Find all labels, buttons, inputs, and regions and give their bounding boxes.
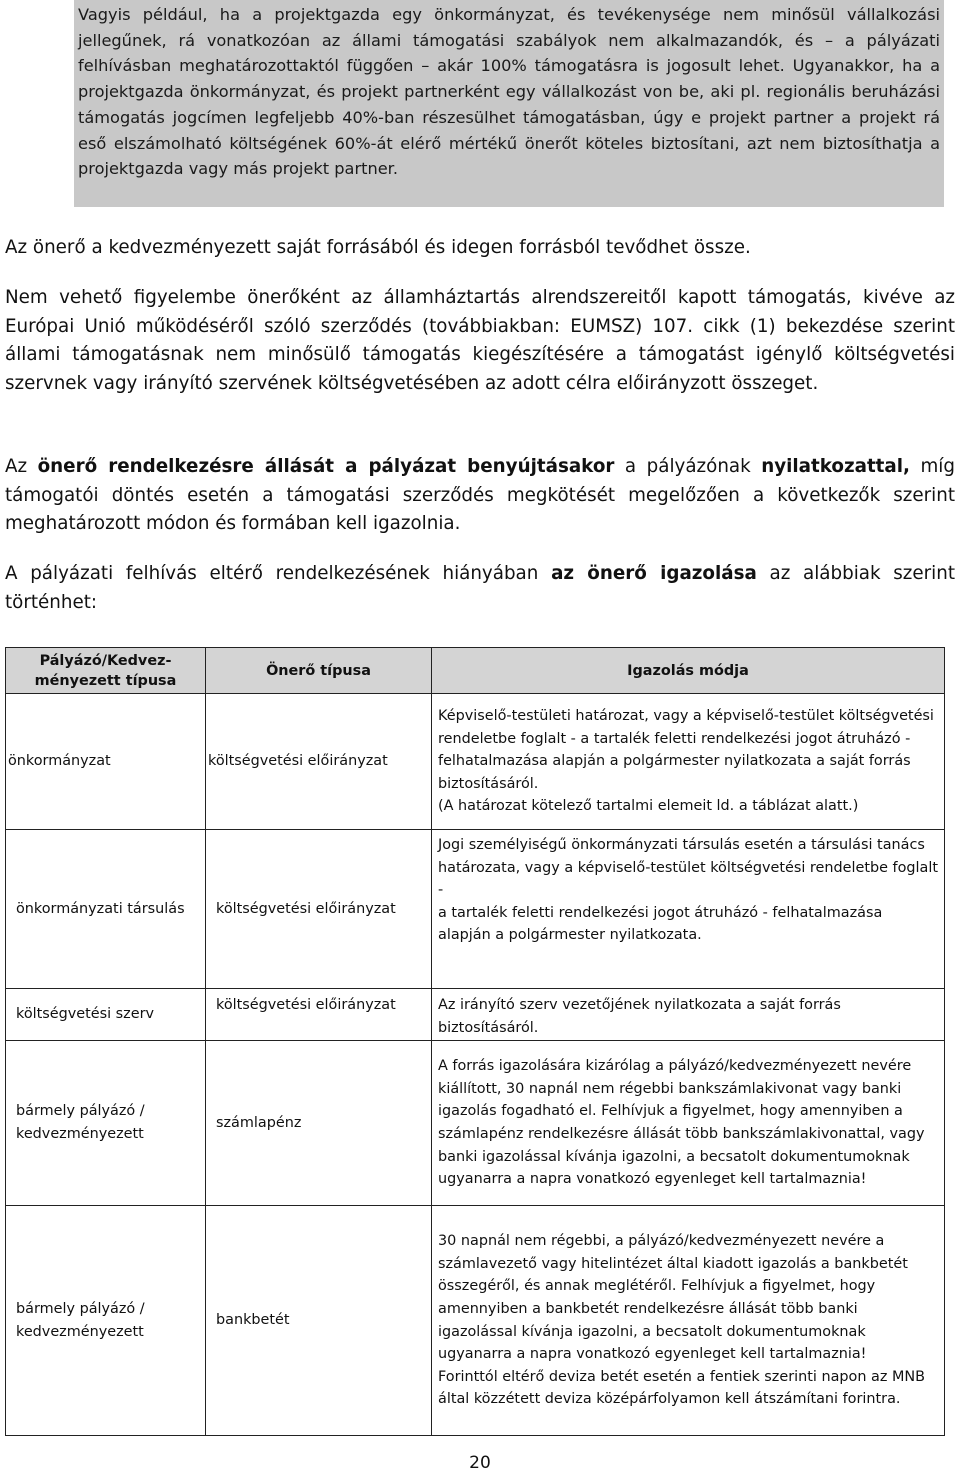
bold-phrase: az önerő igazolása [551,563,757,584]
own-funds-proof-table [5,647,945,1436]
own-funds-type-cell: számlapénz [206,1041,432,1206]
applicant-type-cell: bármely pályázó / kedvezményezett [6,1041,206,1206]
own-funds-type-cell: bankbetét [206,1206,432,1436]
paragraph-proof-intro: A pályázati felhívás eltérő rendelkezésének hiányában az önerő igazolása az alábbiak szerint történhet: [5,563,955,613]
highlighted-example-box [74,0,944,207]
table-row [6,1041,945,1206]
applicant-type-cell: költségvetési szerv [6,989,206,1041]
paragraph-excluded-support: Nem vehető figyelembe önerőként az államháztartás alrendszereitől kapott támogatás, kivéve az Európai Unió működéséről szóló szerződés (továbbiakban: EUMSZ) 107. cikk (1) bekezdése szerint állami támogatásnak nem minősülő támogatás kiegészítésére a támogatást igénylő költségvetési szervnek vagy irányító szervének költségvetésében az adott célra előirányzott összeget. [5,287,955,394]
proof-method-cell: A forrás igazolására kizárólag a pályázó/kedvezményezett nevére kiállított, 30 napnál nem régebbi bankszámlakivonat vagy banki igazolás fogadható el. Felhívjuk a figyelmet, hogy amennyiben a számlapénz rendelkezésre állását több bankszámlakivonattal, vagy banki igazolással kívánja igazolni, a becsatolt dokumentumoknak ugyanarra a napra vonatkozó egyenleget kell tartalmaznia! [432,1041,945,1206]
paragraph-own-funds-declaration: Az önerő rendelkezésre állását a pályázat benyújtásakor a pályázónak nyilatkozattal, míg támogatói döntés esetén a támogatási szerződés megkötését megelőzően a következők szerint meghatározott módon és formában kell igazolnia. [5,456,955,534]
own-funds-type-cell: költségvetési előirányzat [206,694,432,830]
header-applicant-type: Pályázó/Kedvez-ményezett típusa [6,648,206,694]
bold-phrase: nyilatkozattal, [761,456,910,477]
table-row [6,989,945,1041]
page-number: 20 [469,1453,491,1473]
table-row [6,1206,945,1436]
header-own-funds-type: Önerő típusa [206,648,432,694]
example-text: Vagyis például, ha a projektgazda egy önkormányzat, és tevékenysége nem minősül vállalkozási jellegűnek, rá vonatkozóan az állami támogatási szabályok nem alkalmazandók, és – a pályázati felhívásban meghatározottaktól függően – akár 100% támogatásra is jogosult lehet. Ugyanakkor, ha a projektgazda önkormányzat, és projekt partnerként egy vállalkozást von be, aki pl. regionális beruházási támogatás jogcímen legfeljebb 40%-ban részesülhet támogatásban, úgy e projekt partner a projekt rá eső elszámolható költségének 60%-át elérő mértékű önerőt köteles biztosítani, azt nem biztosíthatja a projektgazda vagy más projekt partner. [78,5,940,179]
applicant-type-cell: önkormányzati társulás [6,830,206,989]
proof-method-cell: 30 napnál nem régebbi, a pályázó/kedvezményezett nevére a számlavezető vagy hitelintézet által kiadott igazolás a bankbetét összegéről, és annak meglétéről. Felhívjuk a figyelmet, hogy amennyiben a bankbetét rendelkezésre állását több banki igazolással kívánja igazolni, a becsatolt dokumentumoknak ugyanarra a napra vonatkozó egyenleget kell tartalmaznia! Forinttól eltérő deviza betét esetén a fentiek szerinti napon az MNB által közzétett deviza középárfolyamon kell átszámítani forintra. [432,1206,945,1436]
own-funds-type-cell: költségvetési előirányzat [206,989,432,1041]
paragraph-own-funds-sources: Az önerő a kedvezményezett saját forrásából és idegen forrásból tevődhet össze. [5,237,751,258]
table-row [6,830,945,989]
bold-phrase: önerő rendelkezésre állását a pályázat benyújtásakor [37,456,615,477]
applicant-type-cell: bármely pályázó / kedvezményezett [6,1206,206,1436]
header-proof-method: Igazolás módja [432,648,945,694]
table-row [6,694,945,830]
proof-method-cell: Jogi személyiségű önkormányzati társulás esetén a társulási tanács határozata, vagy a képviselő-testület költségvetési rendeletbe foglalt - a tartalék feletti rendelkezési jogot átruházó - felhatalmazása alapján a polgármester nyilatkozata. [432,830,945,989]
applicant-type-cell: önkormányzat [6,694,206,830]
proof-method-cell: Képviselő-testületi határozat, vagy a képviselő-testület költségvetési rendeletbe foglalt - a tartalék feletti rendelkezési jogot átruházó - felhatalmazása alapján a polgármester nyilatkozata a saját forrás biztosításáról. (A határozat kötelező tartalmi elemeit ld. a táblázat alatt.) [432,694,945,830]
proof-method-cell: Az irányító szerv vezetőjének nyilatkozata a saját forrás biztosításáról. [432,989,945,1041]
own-funds-type-cell: költségvetési előirányzat [206,830,432,989]
table-header-row [6,648,945,694]
